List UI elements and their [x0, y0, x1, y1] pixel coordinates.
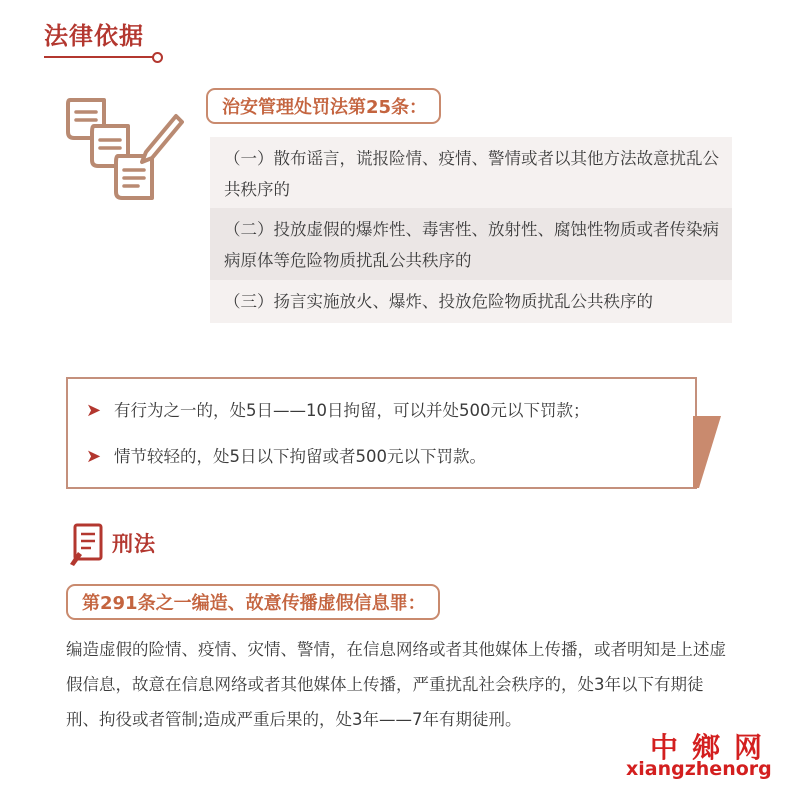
criminal-law-text: 编造虚假的险情、疫情、灾情、警情，在信息网络或者其他媒体上传播，或者明知是上述虚假信息，故意在信息网络或者其他媒体上传播，严重扰乱社会秩序的，处3年以下有期徒刑、拘役或者管制;造成严重后果的，处3年——7年有期徒刑。 [66, 640, 726, 729]
law-item-2: （二）投放虚假的爆炸性、毒害性、放射性、腐蚀性物质或者传染病病原体等危险物质扰乱公共秩序的 [210, 208, 732, 282]
document-pen-icon [66, 522, 106, 568]
arrow-bullet-icon: ➤ [86, 446, 102, 467]
law-item-1: （一）散布谣言，谎报险情、疫情、警情或者以其他方法故意扰乱公共秩序的 [210, 137, 732, 211]
penalty-row-1 [86, 397, 590, 421]
watermark-logo-cn: 中鄉网 [650, 731, 777, 764]
arrow-bullet-icon: ➤ [86, 400, 102, 421]
public-security-law-heading: 治安管理处罚法第25条： [206, 88, 441, 124]
title-underline-dot [152, 52, 163, 63]
title-underline [44, 56, 156, 58]
penalty-row-2 [86, 443, 486, 467]
scroll-quill-icon [64, 92, 184, 214]
penalty-text-2: 情节较轻的，处5日以下拘留或者500元以下罚款。 [114, 447, 486, 466]
section-title: 法律依据 [44, 22, 144, 50]
criminal-law-heading: 第291条之一编造、故意传播虚假信息罪： [66, 584, 440, 620]
law-item-3: （三）扬言实施放火、爆炸、投放危险物质扰乱公共秩序的 [210, 280, 732, 323]
criminal-law-title: 刑法 [112, 532, 156, 556]
penalty-box [66, 377, 697, 489]
penalty-text-1: 有行为之一的，处5日——10日拘留，可以并处500元以下罚款； [114, 401, 590, 420]
watermark-logo-en: xiangzhenorg [626, 758, 772, 780]
box-fold-corner [693, 416, 723, 490]
